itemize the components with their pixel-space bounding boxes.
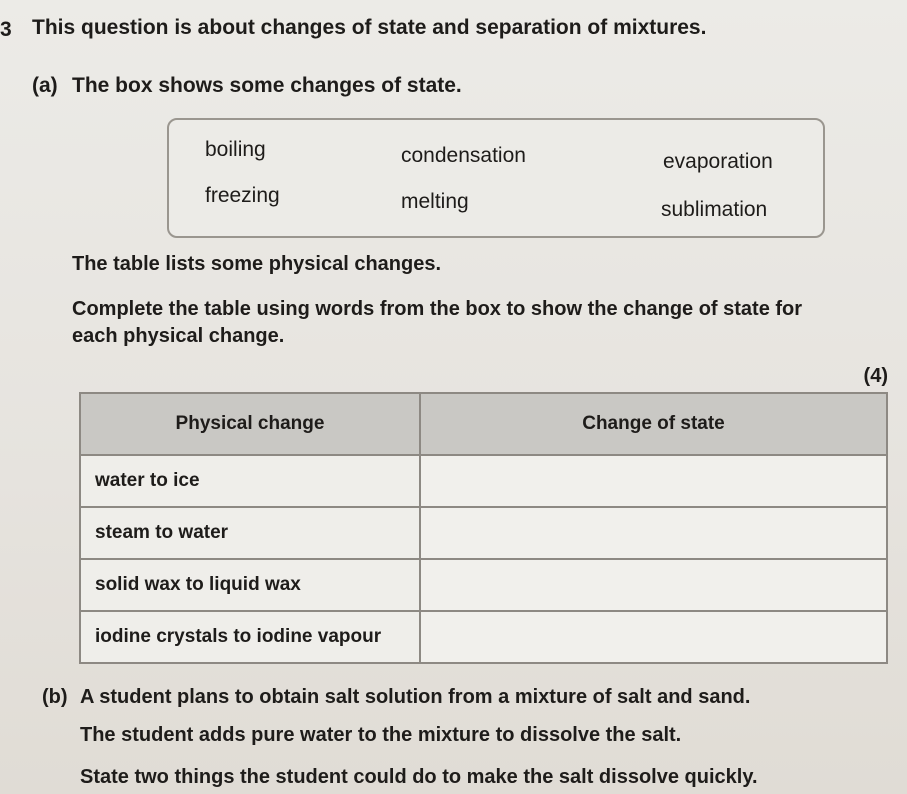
table-row — [80, 611, 887, 663]
physical-change-cell: iodine crystals to iodine vapour — [80, 611, 420, 663]
word-evaporation: evaporation — [663, 150, 773, 173]
instruction-line-2: each physical change. — [72, 325, 285, 347]
table-row — [80, 559, 887, 611]
word-box — [167, 118, 825, 238]
question-number: 3 — [0, 18, 12, 41]
physical-change-cell: solid wax to liquid wax — [80, 559, 420, 611]
table-row — [80, 507, 887, 559]
table-intro: The table lists some physical changes. — [72, 253, 442, 275]
answer-cell[interactable] — [420, 455, 887, 507]
part-b-text: A student plans to obtain salt solution from a mixture of salt and sand. — [80, 686, 751, 708]
word-condensation: condensation — [401, 144, 526, 167]
part-a-intro: The box shows some changes of state. — [72, 74, 462, 97]
table-row — [80, 455, 887, 507]
word-melting: melting — [401, 190, 469, 213]
physical-change-cell: water to ice — [80, 455, 420, 507]
part-a-label: (a) — [32, 74, 58, 97]
physical-change-cell: steam to water — [80, 507, 420, 559]
instruction-line-1: Complete the table using words from the box to show the change of state for — [72, 298, 803, 320]
word-sublimation: sublimation — [661, 198, 768, 221]
word-boiling: boiling — [205, 138, 266, 161]
word-freezing: freezing — [205, 184, 280, 207]
changes-table — [79, 392, 888, 664]
marks-label: (4) — [863, 365, 888, 387]
answer-cell[interactable] — [420, 507, 887, 559]
table-header-row — [80, 393, 887, 455]
header-change-of-state: Change of state — [420, 393, 887, 455]
part-b-label: (b) — [42, 686, 68, 708]
answer-cell[interactable] — [420, 559, 887, 611]
question-text: This question is about changes of state and separation of mixtures. — [32, 16, 707, 39]
part-b-line-2: The student adds pure water to the mixture to dissolve the salt. — [80, 724, 682, 746]
part-b-line-3: State two things the student could do to make the salt dissolve quickly. — [80, 766, 758, 788]
answer-cell[interactable] — [420, 611, 887, 663]
header-physical-change: Physical change — [80, 393, 420, 455]
